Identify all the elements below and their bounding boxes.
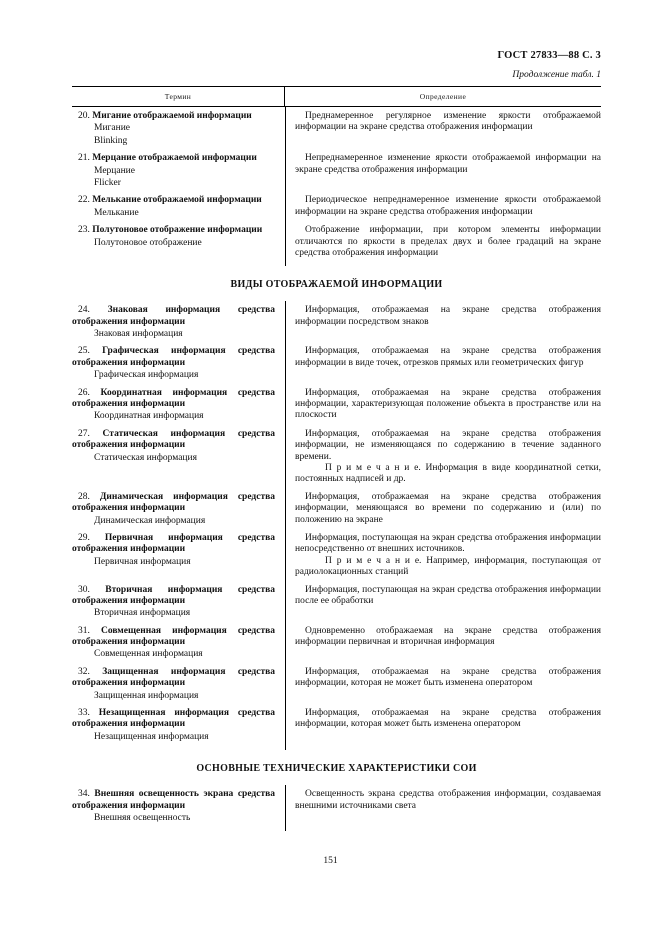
doc-reference: ГОСТ 27833—88 С. 3 bbox=[497, 50, 601, 61]
term-number: 24. bbox=[78, 305, 108, 316]
definition-paragraph: Информация, поступающая на экран средства отображения информации непосредственно от внешних источников. bbox=[295, 532, 601, 555]
definition-paragraph: Информация, отображаемая на экране средства отображения информации посредством знаков bbox=[295, 305, 601, 327]
term-number: 31. bbox=[78, 625, 101, 636]
term-cell bbox=[72, 225, 285, 259]
sub-term: Flicker bbox=[94, 177, 121, 188]
term-main: Полутоновое отображение информации bbox=[92, 225, 263, 236]
definition-paragraph: Информация, отображаемая на экране средства отображения информации, которая может быть изменена оператором bbox=[295, 708, 601, 730]
term-main: Динамическая информация средства отображения информации bbox=[72, 491, 275, 514]
page-number: 151 bbox=[323, 856, 338, 866]
table-row bbox=[72, 429, 601, 486]
definition-paragraph: Освещенность экрана средства отображения информации, создаваемая внешними источниками света bbox=[295, 789, 601, 811]
table-header bbox=[72, 86, 601, 107]
sub-term: Незащищенная информация bbox=[94, 731, 209, 742]
table-section bbox=[72, 785, 601, 831]
term-number: 28. bbox=[78, 491, 100, 502]
definition-paragraph: Информация, отображаемая на экране средства отображения информации в виде точек, отрезков прямых или геометрических фигур bbox=[295, 346, 601, 368]
term-number: 20. bbox=[78, 111, 93, 121]
table-section bbox=[72, 301, 601, 750]
term-main: Первичная информация средства отображения информации bbox=[72, 532, 275, 555]
definition-cell bbox=[285, 789, 601, 824]
definition-cell bbox=[285, 626, 601, 661]
definition-cell bbox=[285, 153, 601, 189]
table-row bbox=[72, 789, 601, 824]
term-line bbox=[72, 346, 275, 369]
note-paragraph: П р и м е ч а н и е. Например, информация, поступающая от радиолокационных станций bbox=[295, 555, 601, 578]
definition-paragraph: Периодическое непреднамеренное изменение яркости отображаемой информации на экране средства отображения информации bbox=[295, 195, 601, 217]
term-line bbox=[72, 305, 275, 328]
definition-cell bbox=[285, 346, 601, 381]
term-cell bbox=[72, 305, 285, 340]
sub-term: Защищенная информация bbox=[94, 690, 199, 701]
term-number: 26. bbox=[78, 387, 101, 398]
term-line bbox=[72, 789, 275, 812]
definition-paragraph: Информация, отображаемая на экране средства отображения информации, характеризующая положение объекта в пространстве или на плоскости bbox=[295, 387, 601, 421]
term-number: 22. bbox=[78, 195, 93, 206]
sub-term: Полутоновое отображение bbox=[94, 237, 202, 248]
term-line bbox=[72, 111, 275, 122]
definition-paragraph: Преднамеренное регулярное изменение яркости отображаемой информации на экране средства отображения информации bbox=[295, 111, 601, 133]
table-continuation-note: Продолжение табл. 1 bbox=[512, 70, 601, 80]
term-number: 29. bbox=[78, 532, 105, 543]
term-number: 34. bbox=[78, 789, 95, 800]
term-line bbox=[72, 667, 275, 690]
sub-term: Динамическая информация bbox=[94, 515, 206, 526]
definition-cell bbox=[285, 533, 601, 579]
term-main: Совмещенная информация средства отображения информации bbox=[72, 625, 276, 648]
term-line bbox=[72, 225, 275, 236]
term-cell bbox=[72, 492, 285, 527]
definition-paragraph: Информация, поступающая на экран средства отображения информации после ее обработки bbox=[295, 584, 601, 606]
table-row bbox=[72, 346, 601, 381]
term-line bbox=[72, 388, 275, 411]
table-body bbox=[72, 107, 601, 831]
term-line bbox=[72, 626, 275, 649]
definition-cell bbox=[285, 388, 601, 423]
definition-cell bbox=[285, 492, 601, 527]
sub-term: Совмещенная информация bbox=[94, 649, 203, 660]
term-cell bbox=[72, 626, 285, 661]
definition-cell bbox=[285, 111, 601, 147]
table-row bbox=[72, 153, 601, 189]
definition-paragraph: Одновременно отображаемая на экране средства отображения информации первичная и вторичная информация bbox=[295, 625, 601, 648]
term-main: Статическая информация средства отображения информации bbox=[72, 428, 275, 451]
term-main: Знаковая информация средства отображения информации bbox=[72, 305, 276, 327]
sub-term: Первичная информация bbox=[94, 556, 191, 567]
section-heading: ВИДЫ ОТОБРАЖАЕМОЙ ИНФОРМАЦИИ bbox=[230, 279, 443, 291]
term-cell bbox=[72, 708, 285, 743]
table-row bbox=[72, 626, 601, 661]
term-number: 23. bbox=[78, 225, 93, 236]
column-header-term: Термин bbox=[72, 87, 285, 106]
sub-term: Мерцание bbox=[94, 165, 135, 176]
table-row bbox=[72, 305, 601, 340]
term-number: 33. bbox=[78, 708, 99, 719]
term-line bbox=[72, 153, 275, 164]
definition-cell bbox=[285, 225, 601, 259]
sub-term: Внешняя освещенность bbox=[94, 812, 191, 823]
table-row bbox=[72, 492, 601, 527]
sub-term: Мигание bbox=[94, 123, 131, 134]
column-header-definition: Определение bbox=[419, 92, 467, 101]
table-row bbox=[72, 225, 601, 259]
table-row bbox=[72, 667, 601, 702]
note-paragraph: П р и м е ч а н и е. Информация в виде координатной сетки, постоянных надписей и др. bbox=[295, 462, 601, 485]
sub-term: Blinking bbox=[94, 135, 128, 146]
term-line bbox=[72, 195, 275, 206]
term-main: Незащищенная информация средства отображения информации bbox=[72, 708, 275, 730]
definition-paragraph: Информация, отображаемая на экране средства отображения информации, меняющаяся во времени по содержанию и (или) по положению на экране bbox=[295, 491, 601, 525]
term-main: Мерцание отображаемой информации bbox=[92, 153, 257, 164]
term-cell bbox=[72, 429, 285, 486]
term-number: 27. bbox=[78, 428, 103, 439]
term-cell bbox=[72, 111, 285, 147]
term-main: Внешняя освещенность экрана средства отображения информации bbox=[72, 789, 276, 811]
definition-cell bbox=[285, 195, 601, 219]
term-line bbox=[72, 533, 275, 556]
table-row bbox=[72, 195, 601, 219]
term-number: 30. bbox=[78, 584, 106, 595]
term-line bbox=[72, 585, 275, 608]
definition-cell bbox=[285, 305, 601, 340]
table-row bbox=[72, 111, 601, 147]
term-cell bbox=[72, 195, 285, 219]
sub-term: Знаковая информация bbox=[94, 329, 183, 340]
sub-term: Мелькание bbox=[94, 207, 139, 218]
table-row bbox=[72, 585, 601, 620]
table-row bbox=[72, 533, 601, 579]
definition-cell bbox=[285, 708, 601, 743]
table-row bbox=[72, 388, 601, 423]
term-number: 21. bbox=[78, 153, 93, 164]
term-main: Вторичная информация средства отображения информации bbox=[72, 584, 276, 606]
definition-paragraph: Информация, отображаемая на экране средства отображения информации, которая не может быть изменена оператором bbox=[295, 666, 601, 689]
sub-term: Координатная информация bbox=[94, 411, 204, 422]
definition-paragraph: Информация, отображаемая на экране средства отображения информации, не изменяющаяся по содержанию в течение заданного времени. bbox=[295, 428, 601, 462]
term-line bbox=[72, 429, 275, 452]
term-number: 25. bbox=[78, 346, 103, 357]
term-cell bbox=[72, 153, 285, 189]
table-section bbox=[72, 107, 601, 266]
term-cell bbox=[72, 585, 285, 620]
sub-term: Вторичная информация bbox=[94, 608, 191, 619]
sub-term: Статическая информация bbox=[94, 452, 197, 463]
term-cell bbox=[72, 667, 285, 702]
definition-paragraph: Отображение информации, при котором элементы информации отличаются по яркости в пределах двух и более градаций на экране средства отображения информации bbox=[295, 225, 601, 258]
definition-cell bbox=[285, 585, 601, 620]
definition-paragraph: Непреднамеренное изменение яркости отображаемой информации на экране средства отображения информации bbox=[295, 153, 601, 175]
definition-cell bbox=[285, 667, 601, 702]
term-cell bbox=[72, 789, 285, 824]
term-cell bbox=[72, 533, 285, 579]
term-cell bbox=[72, 388, 285, 423]
term-line bbox=[72, 708, 275, 731]
term-main: Защищенная информация средства отображения информации bbox=[72, 666, 275, 689]
term-main: Мигание отображаемой информации bbox=[92, 111, 252, 121]
term-cell bbox=[72, 346, 285, 381]
term-line bbox=[72, 492, 275, 515]
sub-term: Графическая информация bbox=[94, 370, 199, 381]
term-main: Графическая информация средства отображения информации bbox=[72, 346, 275, 368]
table-row bbox=[72, 708, 601, 743]
section-heading: ОСНОВНЫЕ ТЕХНИЧЕСКИЕ ХАРАКТЕРИСТИКИ СОИ bbox=[196, 763, 477, 775]
definition-cell bbox=[285, 429, 601, 486]
term-number: 32. bbox=[78, 666, 103, 677]
term-main: Мелькание отображаемой информации bbox=[92, 195, 262, 206]
term-main: Координатная информация средства отображения информации bbox=[72, 387, 275, 410]
